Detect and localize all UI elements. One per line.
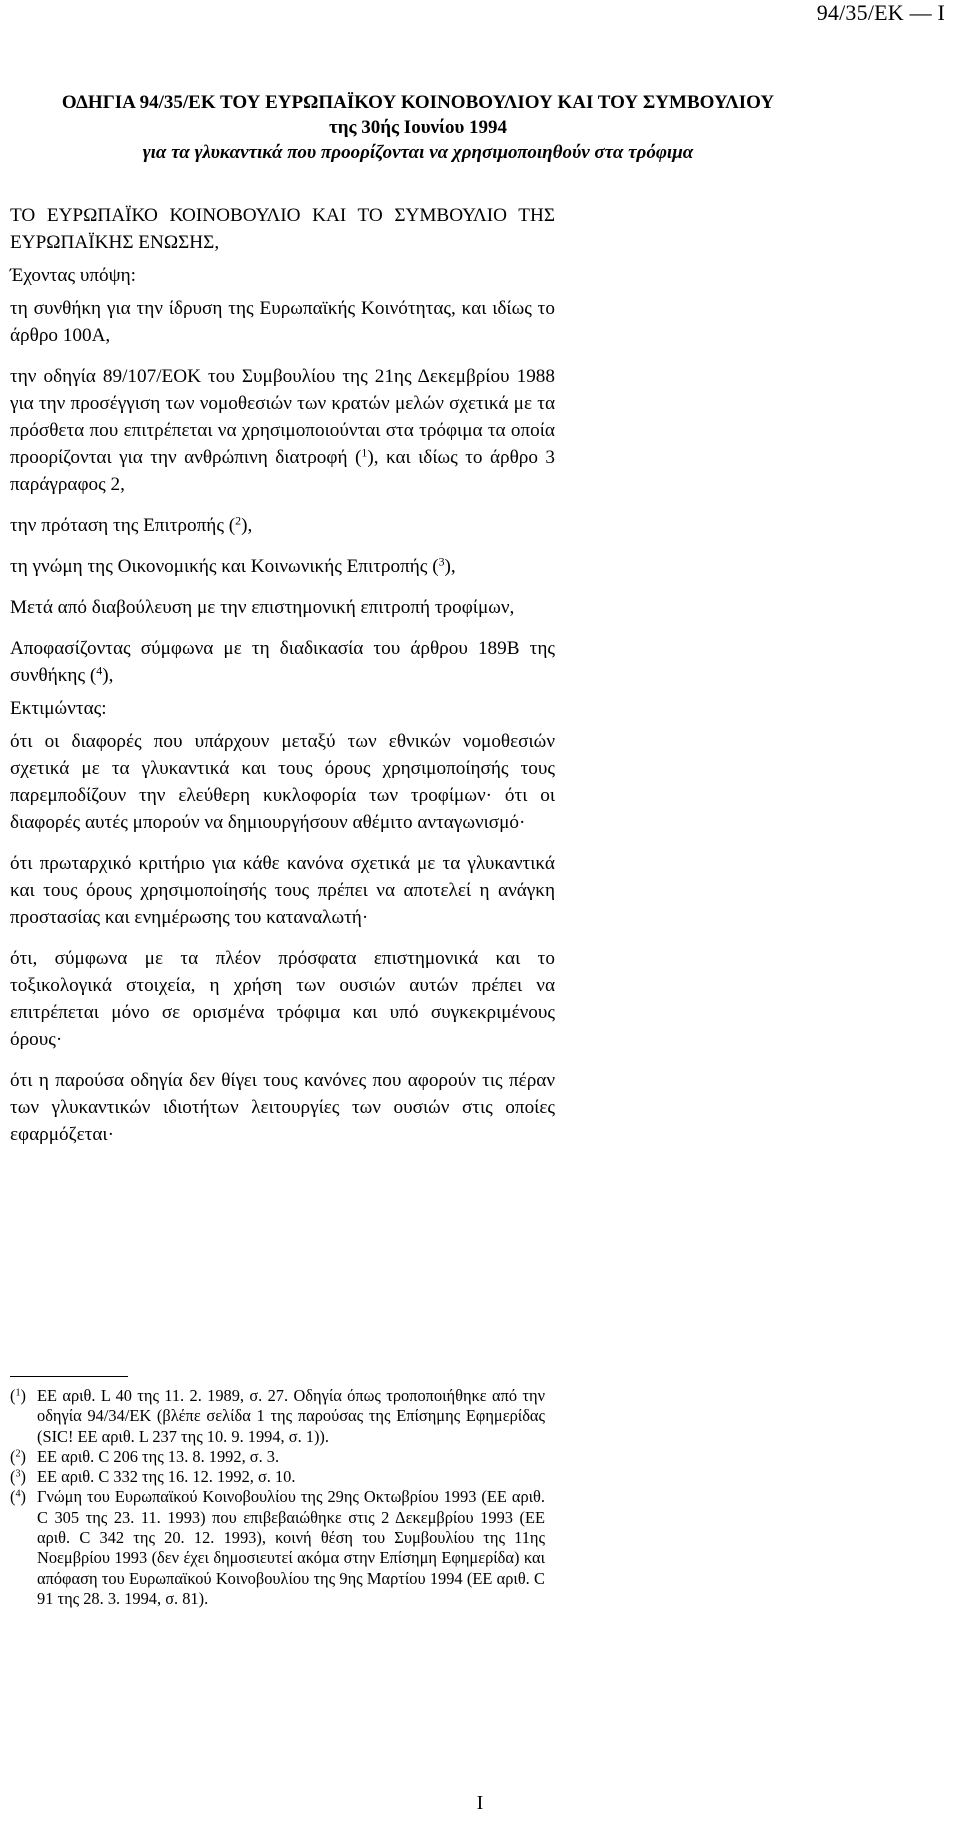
proposal-citation-text: την πρόταση της Επιτροπής ( — [10, 515, 236, 536]
footnote-ref-4[interactable]: 4 — [96, 663, 103, 678]
directive-citation-tail: ), και ιδίως το άρθρο 3 παράγραφος 2, — [10, 447, 555, 495]
opinion-citation-text: τη γνώμη της Οικονομικής και Κοινωνικής Επιτροπής ( — [10, 556, 439, 577]
footnote-item — [10, 1447, 545, 1467]
title-main: ΟΔΗΓΙΑ 94/35/ΕΚ ΤΟΥ ΕΥΡΩΠΑΪΚΟΥ ΚΟΙΝΟΒΟΥΛΙΟΥ ΚΑΙ ΤΟΥ ΣΥΜΒΟΥΛΙΟΥ — [61, 92, 775, 113]
treaty-citation: τη συνθήκη για την ίδρυση της Ευρωπαϊκής Κοινότητας, και ιδίως το άρθρο 100Α, — [10, 298, 555, 346]
footnote-mark: ($^3$) — [10, 1467, 27, 1487]
footnote-ref-1[interactable]: 1 — [361, 445, 368, 460]
footnote-mark: ($^4$) — [10, 1487, 27, 1507]
document-code: 94/35/ΕΚ — Ι — [816, 0, 945, 25]
institutions-paragraph: ΤΟ ΕΥΡΩΠΑΪΚΟ ΚΟΙΝΟΒΟΥΛΙΟ ΚΑΙ ΤΟ ΣΥΜΒΟΥΛΙΟ ΤΗΣ ΕΥΡΩΠΑΪΚΗΣ ΕΝΩΣΗΣ, — [10, 205, 555, 253]
footnote-ref-3[interactable]: 3 — [438, 554, 445, 569]
footnote-item — [10, 1487, 545, 1609]
footnote-text: Γνώμη του Ευρωπαϊκού Κοινοβουλίου της 29ης Οκτωβρίου 1993 (ΕΕ αριθ. C 305 της 23. 11. 1993) που επιβεβαιώθηκε στις 2 Δεκεμβρίου 1993 (ΕΕ αριθ. C 342 της 20. 12. 1993), κοινή θέση του Συμβουλίου της 11ης Νοεμβρίου 1993 (δεν έχει δημοσιευτεί ακόμα στην Επίσημη Εφημερίδα) και απόφαση του Ευρωπαϊκού Κοινοβουλίου της 9ης Μαρτίου 1994 (ΕΕ αριθ. C 91 της 28. 3. 1994, σ. 81). — [37, 1487, 545, 1608]
directive-citation-text: την οδηγία 89/107/ΕΟΚ του Συμβουλίου της 21ης Δεκεμβρίου 1988 για την προσέγγιση των νομοθεσιών των κρατών μελών σχετικά με τα πρόσθετα που επιτρέπεται να χρησιμοποιούνται στα τρόφιμα τα οποία προορίζονται για την ανθρώπινη διατροφή ( — [10, 366, 555, 468]
footnote-divider — [10, 1376, 128, 1377]
footnote-item — [10, 1386, 545, 1447]
recital: ότι, σύμφωνα με τα πλέον πρόσφατα επιστημονικά και το τοξικολογικά στοιχεία, η χρήση των ουσιών αυτών πρέπει να επιτρέπεται μόνο σε ορισμένα τρόφιμα και υπό συγκεκριμένους όρους· — [10, 948, 555, 1050]
footnote-mark: ($^2$) — [10, 1446, 27, 1466]
procedure-citation — [10, 635, 555, 689]
recital: ότι οι διαφορές που υπάρχουν μεταξύ των εθνικών νομοθεσιών σχετικά με τα γλυκαντικά και τους όρους χρησιμοποίησής τους παρεμποδίζουν την ελεύθερη κυκλοφορία των τροφίμων· ότι οι διαφορές αυτές μπορούν να δημιουργήσουν αθέμιτο ανταγωνισμό· — [10, 731, 555, 833]
opinion-citation-tail: ), — [444, 556, 456, 577]
footnote-mark: ($^1$) — [10, 1386, 27, 1405]
title-subject: για τα γλυκαντικά που προορίζονται να χρησιμοποιηθούν στα τρόφιμα — [142, 142, 694, 163]
main-text — [10, 202, 555, 1162]
footnote-ref-2[interactable]: 2 — [235, 513, 242, 528]
consultation-citation: Μετά από διαβούλευση με την επιστημονική επιτροπή τροφίμων, — [10, 597, 515, 618]
proposal-citation-tail: ), — [241, 515, 253, 536]
title-date: της 30ής Ιουνίου 1994 — [328, 117, 508, 138]
having-regard-heading: Έχοντας υπόψη: — [10, 265, 136, 286]
whereas-heading: Εκτιμώντας: — [10, 698, 107, 719]
footnote-text: ΕΕ αριθ. C 206 της 13. 8. 1992, σ. 3. — [37, 1446, 280, 1466]
procedure-citation-tail: ), — [102, 665, 114, 686]
document-title — [10, 90, 826, 165]
procedure-citation-text: Αποφασίζοντας σύμφωνα με τη διαδικασία του άρθρου 189Β της συνθήκης ( — [10, 638, 555, 686]
directive-citation — [10, 363, 555, 498]
footnote-text: ΕΕ αριθ. C 332 της 16. 12. 1992, σ. 10. — [37, 1467, 296, 1487]
recital: ότι η παρούσα οδηγία δεν θίγει τους κανόνες που αφορούν τις πέραν των γλυκαντικών ιδιοτήτων λειτουργίες των ουσιών στις οποίες εφαρμόζεται· — [10, 1070, 555, 1145]
recital: ότι πρωταρχικό κριτήριο για κάθε κανόνα σχετικά με τα γλυκαντικά και τους όρους χρησιμοποίησής τους πρέπει να αποτελεί η ανάγκη προστασίας και ενημέρωσης του καταναλωτή· — [10, 853, 555, 928]
footnotes — [10, 1386, 545, 1609]
proposal-citation — [10, 512, 555, 539]
page-number: I — [476, 1792, 484, 1814]
footnote-item — [10, 1467, 545, 1487]
footnote-text: ΕΕ αριθ. L 40 της 11. 2. 1989, σ. 27. Οδηγία όπως τροποποιήθηκε από την οδηγία 94/34/ΕΚ (βλέπε σελίδα 1 της παρούσας της Επίσημης Εφημερίδας (SIC! ΕΕ αριθ. L 237 της 10. 9. 1994, σ. 1)). — [37, 1386, 545, 1446]
opinion-citation — [10, 553, 555, 580]
